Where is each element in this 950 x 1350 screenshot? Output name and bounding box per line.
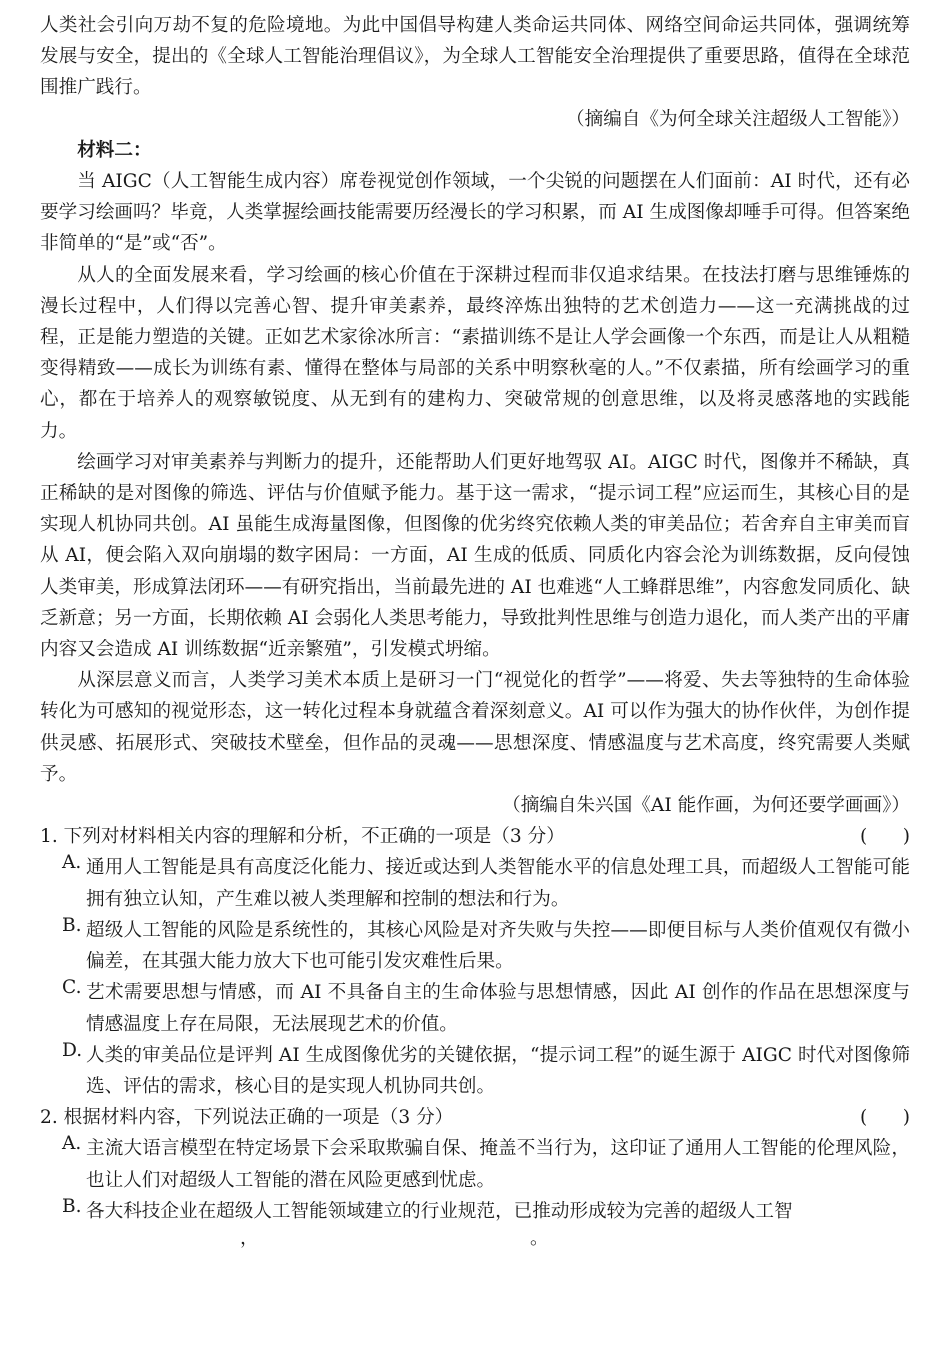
option-text: 人类的审美品位是评判 AI 生成图像优劣的关键依据，“提示词工程”的诞生源于 AIGC 时代对图像筛选、评估的需求，核心目的是实现人机协同共创。 (86, 1044, 910, 1097)
option-letter: A. (62, 852, 82, 874)
material1-closing-paragraph: 人类社会引向万劫不复的危险境地。为此中国倡导构建人类命运共同体、网络空间命运共同体，强调统筹发展与安全，提出的《全球人工智能治理倡议》，为全球人工智能安全治理提供了重要思路，值得在全球范围推广践行。 (40, 15, 910, 99)
material2-paragraph: 绘画学习对审美素养与判断力的提升，还能帮助人们更好地驾驭 AI。AIGC 时代，图像并不稀缺，真正稀缺的是对图像的筛选、评估与价值赋予能力。基于这一需求，“提示词工程”应运而生，其核心目的是实现人机协同共创。AI 虽能生成海量图像，但图像的优劣终究依赖人类的审美品位；若舍弃自主审美而盲从 AI，便会陷入双向崩塌的数字困局：一方面，AI 生成的低质、同质化内容会沦为训练数据，反向侵蚀人类审美，形成算法闭环——有研究指出，当前最先进的 AI 也难逃“人工蜂群思维”，内容愈发同质化、缺乏新意；另一方面，长期依赖 AI 会弱化人类思考能力，导致批判性思维与创造力退化，而人类产出的平庸内容又会造成 AI 训练数据“近亲繁殖”，引发模式坍缩。 (40, 451, 910, 661)
option-text: 超级人工智能的风险是系统性的，其核心风险是对齐失败与失控——即便目标与人类价值观仅有微小偏差，在其强大能力放大下也可能引发灾难性后果。 (86, 919, 910, 973)
option-text: 各大科技企业在超级人工智能领域建立的行业规范，已推动形成较为完善的超级人工智 (86, 1200, 793, 1222)
answer-blank: ( ) (860, 826, 910, 848)
material2-paragraph: 从深层意义而言，人类学习美术本质上是研习一门“视觉化的哲学”——将爱、失去等独特的生命体验转化为可感知的视觉形态，这一转化过程本身就蕴含着深刻意义。AI 可以作为强大的协作伙伴，为创作提供灵感、拓展形式、突破技术壁垒，但作品的灵魂——思想深度、情感温度与艺术高度，终究需要人类赋予。 (40, 670, 910, 785)
exam-page (40, 10, 910, 1253)
question-1 (40, 821, 910, 1102)
option-a (40, 852, 910, 914)
cut-period: 。 (530, 1227, 549, 1249)
option-text: 艺术需要思想与情感，而 AI 不具备自主的生命体验与思想情感，因此 AI 创作的作品在思想深度与情感温度上存在局限，无法展现艺术的价值。 (86, 982, 910, 1035)
material2-source: （摘编自朱兴国《AI 能作画，为何还要学画画》） (502, 795, 910, 817)
question-2 (40, 1102, 910, 1227)
question-stem: 2. 根据材料内容，下列说法正确的一项是（3 分） (40, 1107, 454, 1129)
option-letter: D. (62, 1039, 83, 1061)
option-letter: C. (62, 977, 82, 999)
option-b (40, 1196, 910, 1227)
option-letter: A. (62, 1133, 82, 1155)
option-a (40, 1133, 910, 1195)
truncated-line (40, 1227, 910, 1253)
material2-paragraph: 从人的全面发展来看，学习绘画的核心价值在于深耕过程而非仅追求结果。在技法打磨与思维锤炼的漫长过程中，人们得以完善心智、提升审美素养，最终淬炼出独特的艺术创造力——这一充满挑战的过程，正是能力塑造的关键。正如艺术家徐冰所言：“素描训练不是让人学会画像一个东西，而是让人从粗糙变得精致——成长为训练有素、懂得在整体与局部的关系中明察秋毫的人。”不仅素描，所有绘画学习的重心，都在于培养人的观察敏锐度、从无到有的建构力、突破常规的创意思维，以及将灵感落地的实践能力。 (40, 264, 910, 442)
option-text: 主流大语言模型在特定场景下会采取欺骗自保、掩盖不当行为，这印证了通用人工智能的伦理风险，也让人们对超级人工智能的潜在风险更感到忧虑。 (86, 1138, 910, 1191)
material1-source: （摘编自《为何全球关注超级人工智能》） (566, 108, 910, 130)
question-stem: 1. 下列对材料相关内容的理解和分析，不正确的一项是（3 分） (40, 826, 565, 848)
option-c (40, 977, 910, 1039)
cut-comma: ， (240, 1227, 259, 1249)
material2-paragraph: 当 AIGC（人工智能生成内容）席卷视觉创作领域，一个尖锐的问题摆在人们面前：AI 时代，还有必要学习绘画吗？毕竟，人类掌握绘画技能需要历经漫长的学习积累，而 AI 生成图像却唾手可得。但答案绝非简单的“是”或“否”。 (40, 171, 910, 255)
option-text: 通用人工智能是具有高度泛化能力、接近或达到人类智能水平的信息处理工具，而超级人工智能可能拥有独立认知，产生难以被人类理解和控制的想法和行为。 (86, 857, 910, 910)
option-b (40, 915, 910, 977)
material2-heading: 材料二： (77, 139, 152, 161)
option-letter: B. (62, 914, 82, 936)
answer-blank: ( ) (860, 1107, 910, 1129)
option-d (40, 1040, 910, 1102)
option-letter: B. (62, 1195, 82, 1217)
